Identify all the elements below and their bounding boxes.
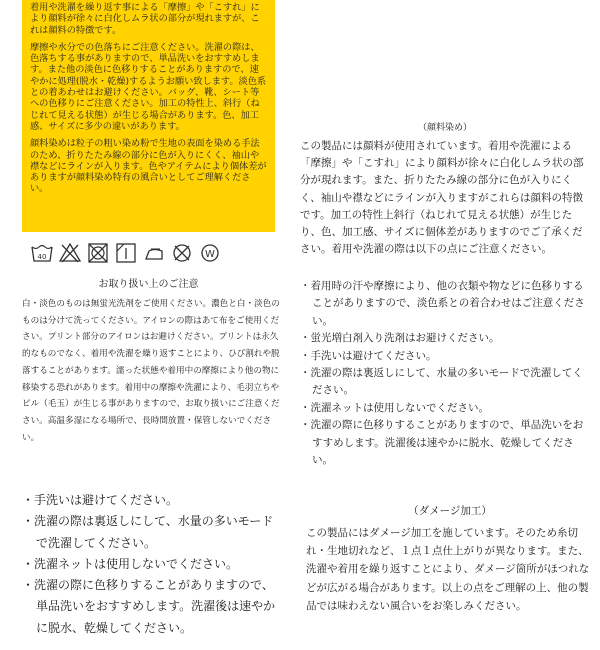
pigment-dye-title: （顔料染め） (417, 123, 472, 133)
list-item: ・洗濯の際は裏返しにして、水量の多いモードで洗濯してください。 (300, 367, 583, 397)
list-item: ・洗濯の際に色移りすることがありますので、単品洗いをおすすめします。洗濯後は速やかに脱水、乾燥してください。 (300, 419, 584, 467)
list-item: ・洗濯の際に色移りすることがありますので、単品洗いをおすすめします。洗濯後は速やかに脱水、乾燥してください。 (22, 578, 276, 635)
pigment-dye-list (300, 278, 592, 469)
list-item: ・蛍光増白剤入り洗剤はお避けください。 (300, 332, 500, 345)
pigment-dye-body: この製品には顔料が使用されています。着用や洗濯による「摩擦」や「こすれ」により顔料が徐々に白化しムラ状の部分が現れます。また、折りたたみ線の部分に色が入りにくく、袖山や襟などにラインが入りますがこれらは顔料の特徴です。加工の特性上斜行（ねじれて見える状態）が生じたり、色、加工感、サイズに個体差がありますのでご了承ください。着用や洗濯の際は以下の点にご注意ください。 (300, 140, 584, 256)
iron-low-icon (142, 241, 166, 265)
no-dry-clean-icon (170, 241, 194, 265)
pigment-caution-box (22, 0, 275, 232)
no-bleach-icon (58, 241, 82, 265)
care-title: お取り扱い上のご注意 (98, 279, 199, 290)
no-tumble-dry-icon (86, 241, 110, 265)
care-body: 白・淡色のものは無蛍光洗剤をご使用ください。濃色と白・淡色のものは分けて洗ってください。アイロンの際はあて布をご使用ください。プリント部分のアイロンはお避けください。プリントは永久的なものでなく、着用や洗濯を繰り返すことにより、ひび割れや脱落することがあります。濡った状態や着用中の摩擦により他の物に移染する恐れがあります。着用中の摩擦や洗濯により、毛羽立ちやピル（毛玉）が生じる事がありますので、お取り扱いにご注意ください。高温多湿になる場所で、長時間放置・保管しないでください。 (22, 299, 280, 443)
list-item: ・洗濯ネットは使用しないでください。 (300, 401, 489, 414)
list-item: ・洗濯の際は裏返しにして、水量の多いモードで洗濯してください。 (22, 514, 274, 550)
caution-paragraph-3: 顔料染めは粒子の粗い染め粉で生地の表面を染める手法のため、折りたたみ線の部分に色が入りにくく、袖山や襟などにラインが入ります。色やアイテムにより個体差がありますが顔料染め特有の風合いとしてご理解ください。 (30, 138, 267, 195)
caution-paragraph-1: 着用や洗濯を繰り返す事による「摩擦」や「こすれ」により顔料が徐々に白化しムラ状の部分が現れますが、これは顔料の特徴です。 (30, 2, 260, 36)
svg-text:W: W (205, 249, 215, 260)
caution-paragraph-2: 摩擦や水分での色落ちにご注意ください。洗濯の際は、色落ちする事がありますので、単品洗いをおすすめします。また他の淡色に色移りすることがありますので、速やかに処理(脱水・乾燥)するようお願い致します。淡色系との着あわせはお避けください。バッグ、靴、シート等への色移りにご注意ください。加工の特性上、斜行（ねじれて見える状態）が生じる場合があります。色、加工感、サイズに多少の違いがあります。 (30, 41, 267, 132)
line-dry-shade-icon (114, 241, 138, 265)
care-list (22, 490, 284, 639)
damage-title: （ダメージ加工） (408, 505, 492, 517)
list-item: ・洗濯ネットは使用しないでください。 (22, 556, 239, 571)
list-item: ・着用時の汗や摩擦により、他の衣類や物などに色移りすることがありますので、淡色系との着合わせはご注意ください。 (300, 280, 585, 327)
damage-body: この製品にはダメージ加工を施しています。そのため糸切れ・生地切れなど、１点１点仕上がりが異なります。また、洗濯や着用を繰り返すことにより、ダメージ箇所がほつれなどが広がる場合があります。以上の点をご理解の上、他の製品では味わえない風合いをお楽しみください。 (306, 527, 590, 612)
list-item: ・手洗いは避けてください。 (22, 493, 179, 507)
wet-clean-icon (198, 241, 222, 265)
wash-40-icon (30, 241, 54, 265)
list-item: ・手洗いは避けてください。 (300, 349, 437, 362)
care-symbols-row (30, 240, 270, 266)
svg-text:40: 40 (37, 253, 47, 261)
